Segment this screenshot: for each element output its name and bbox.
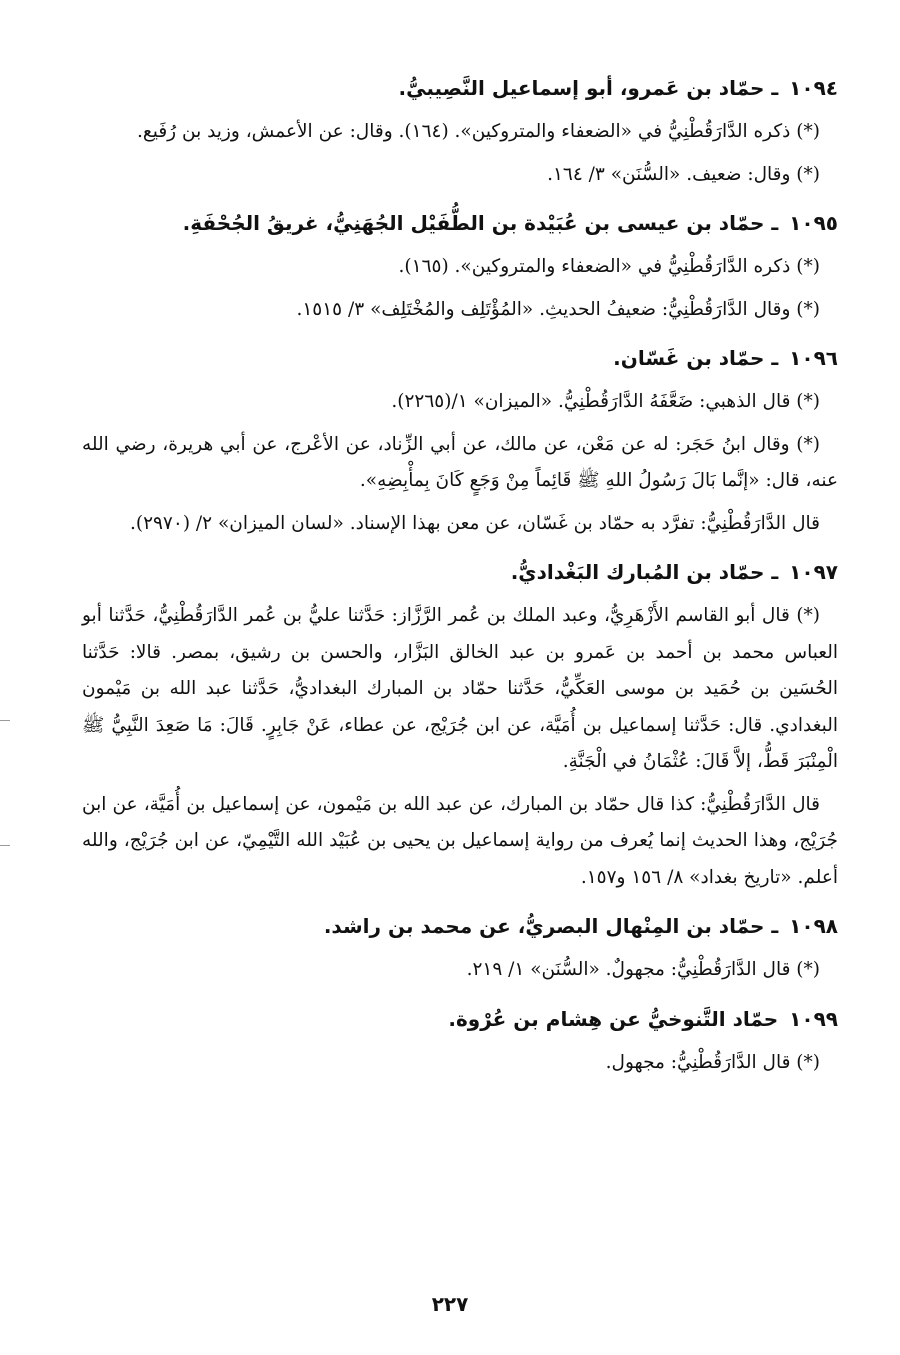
- entry-number: ١٠٩٩: [789, 1006, 838, 1031]
- entry-title: ـ حمّاد بن غَسّان.: [613, 346, 779, 370]
- entry-paragraph: قال الدَّارَقُطْنِيُّ: كذا قال حمّاد بن المبارك، عن عبد الله بن مَيْمون، عن إسماعيل بن أُمَيَّة، عن ابن جُرَيْج، وهذا الحديث إنما يُعرف من رواية إسماعيل بن يحيى بن عُبَيْد الله التَّيْمِيّ، عن ابن جُرَيْج، والله أعلم. «تاريخ بغداد» ٨/ ١٥٦ و١٥٧.: [82, 793, 838, 888]
- entry-paragraph: (*) وقال الدَّارَقُطْنِيُّ: ضعيفُ الحديثِ. «المُؤْتَلِف والمُخْتَلِف» ٣/ ١٥١٥.: [296, 298, 820, 320]
- entry-1099: [82, 997, 838, 1082]
- entry-paragraph: قال الدَّارَقُطْنِيُّ: تفرَّد به حمّاد بن غَسّان، عن معن بهذا الإسناد. «لسان الميزان» ٢/ (٢٩٧٠).: [129, 512, 820, 534]
- entry-heading: [82, 904, 838, 948]
- entry-title: ـ حمّاد بن المِنْهال البصريُّ، عن محمد بن راشد.: [323, 914, 779, 938]
- entry-1096: [82, 336, 838, 542]
- entry-paragraph: (*) وقال: ضعيف. «السُّنَن» ٣/ ١٦٤.: [547, 163, 820, 185]
- entry-number: ١٠٩٥: [789, 211, 838, 235]
- entry-paragraph: (*) ذكره الدَّارَقُطْنِيُّ في «الضعفاء والمتروكين». (١٦٤). وقال: عن الأعمش، وزيد بن رُفَيع.: [137, 121, 820, 142]
- entry-number: ١٠٩٧: [789, 560, 838, 584]
- entry-1098: [82, 904, 838, 989]
- entry-paragraph: (*) قال أبو القاسم الأَزْهَرِيُّ، وعبد الملك بن عُمر الرَّزَّاز: حَدَّثنا عليُّ بن عُمر الدَّارَقُطْنِيُّ، حَدَّثنا أبو العباس محمد بن أحمد بن عَمرو بن عبد الخالق البَزَّار، والحسن بن رشيق، بمصر. قالا: حَدَّثنا الحُسَين بن حُمَيد بن موسى العَكِّيُّ، حَدَّثنا حمّاد بن المبارك البغداديُّ، حَدَّثنا عبد الله بن مَيْمون البغدادي. قال: حَدَّثنا إسماعيل بن أُمَيَّة، عن ابن جُرَيْج، عن عطاء، عَنْ جَابِرٍ. قَالَ: مَا صَعِدَ النَّبِيُّ ﷺ الْمِنْبَرَ قَطُّ، إلاَّ قَالَ: عُثْمَانُ في الْجَنَّةِ.: [82, 605, 838, 772]
- entry-heading: [82, 550, 838, 594]
- entry-number: ١٠٩٨: [789, 914, 838, 938]
- entry-title: ـ حمّاد بن المُبارك البَغْداديُّ.: [510, 560, 779, 584]
- scan-margin-mark: [0, 845, 10, 846]
- page-body: [82, 58, 838, 1087]
- page-number: ٢٢٧: [431, 1292, 469, 1316]
- entry-number: ١٠٩٤: [789, 76, 838, 100]
- entry-number: ١٠٩٦: [789, 346, 838, 370]
- scan-margin-mark: [0, 720, 10, 721]
- entry-1094: [82, 66, 838, 193]
- entry-heading: [82, 997, 838, 1041]
- entry-paragraph: (*) ذكره الدَّارَقُطْنِيُّ في «الضعفاء والمتروكين». (١٦٥).: [398, 256, 820, 277]
- entry-heading: [82, 201, 838, 245]
- entry-title: ـ حمّاد بن عَمرو، أبو إسماعيل النَّصِيبيُّ.: [398, 76, 779, 100]
- entry-paragraph: (*) قال الذهبي: ضَعَّفَهُ الدَّارَقُطْنِيُّ. «الميزان» ١/(٢٢٦٥).: [391, 391, 820, 412]
- entry-title: ـ حمّاد بن عيسى بن عُبَيْدة بن الطُّفَيْل الجُهَنِيُّ، غريقُ الجُحْفَةِ.: [182, 211, 779, 235]
- entry-heading: [82, 336, 838, 380]
- entry-paragraph: (*) قال الدَّارَقُطْنِيُّ: مجهولٌ. «السُّنَن» ١/ ٢١٩.: [466, 959, 820, 980]
- entry-title: حمّاد التَّنوخيُّ عن هِشام بن عُرْوة.: [448, 1006, 779, 1031]
- entry-1095: [82, 201, 838, 328]
- entry-heading: [82, 66, 838, 110]
- entry-paragraph: (*) وقال ابنُ حَجَر: له عن مَعْن، عن مالك، عن أبي الزِّناد، عن الأعْرج، عن أبي هريرة، رضي الله عنه، قال: «إنَّما بَالَ رَسُولُ اللهِ ﷺ قَائِماً مِنْ وَجَعٍ كَانَ بِمأْبِضِهِ».: [82, 433, 838, 491]
- entry-1097: [82, 550, 838, 896]
- entry-paragraph: (*) قال الدَّارَقُطْنِيُّ: مجهول.: [605, 1051, 820, 1073]
